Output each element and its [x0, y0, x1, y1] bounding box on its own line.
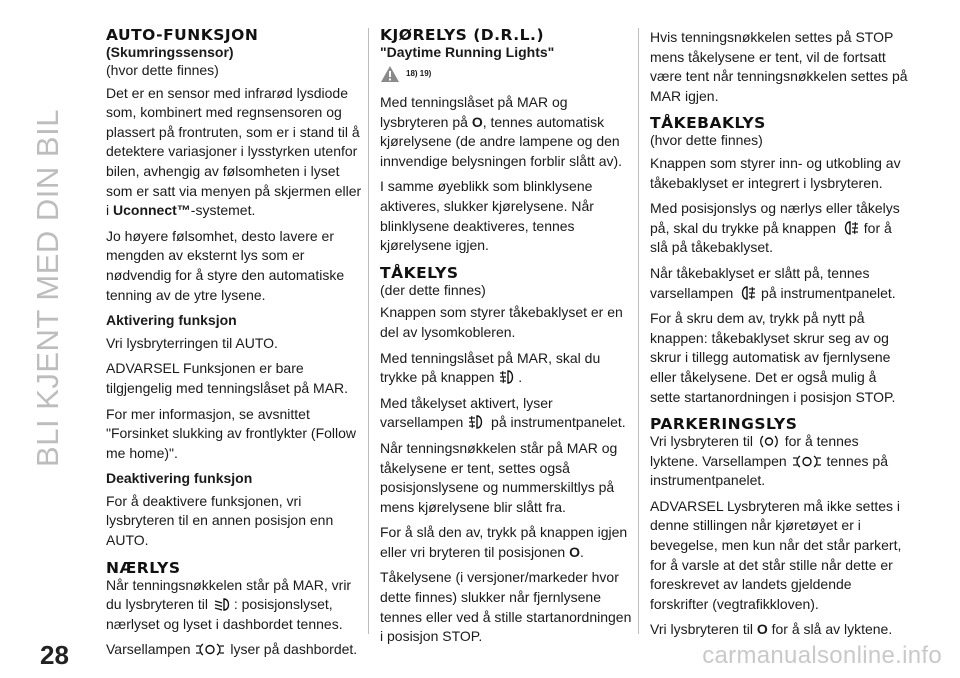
column-left — [106, 28, 364, 666]
section-title-naerlys: NÆRLYS — [106, 558, 181, 577]
column-right — [650, 28, 908, 646]
front-fog-light-icon — [468, 414, 486, 430]
paragraph: Vri lysbryteren til O for å slå av lyktene. — [650, 621, 893, 638]
paragraph: For å deaktivere funksjonen, vri lysbryteren til en annen posisjon enn AUTO. — [106, 492, 334, 549]
section-subtitle: "Daytime Running Lights" — [380, 44, 555, 60]
paragraph: Med posisjonslys og nærlys eller tåkelys på, skal du trykke på knappen for å slå på tåkebaklyset. — [650, 200, 900, 256]
paragraph: Vri lysbryterringen til AUTO. — [106, 334, 278, 351]
section-subtitle: (Skumringssensor) — [106, 44, 234, 60]
paragraph: Med tenningslåset på MAR, skal du trykke på knappen . — [380, 349, 601, 386]
paragraph: Når tenningsnøkkelen står på MAR og tåkelysene er tent, settes også posisjonslysene og nummerskiltlys på mens kjørelysene blir slått fra. — [380, 439, 618, 515]
paragraph: Det er en sensor med infrarød lysdiode som, kombinert med regnsensoren og plassert på frontruten, som er i stand til å detektere variasjoner i lysstyrken utenfor bilen, avhengig av følsomheten i lyset som er satt via menyen på skjermen eller i Uconnect™-systemet. — [106, 84, 362, 219]
position-lights-icon — [792, 454, 822, 469]
position-lights-icon — [195, 642, 225, 657]
section-title-takelys: TÅKELYS — [380, 263, 459, 282]
rear-fog-light-icon — [841, 220, 859, 236]
paragraph: For mer informasjon, se avsnittet "Forsinket slukking av frontlykter (Follow me home)". — [106, 405, 357, 461]
subheading-deactivation: Deaktivering funksjon — [106, 470, 253, 487]
warning-reference — [380, 65, 638, 87]
warning-triangle-icon — [380, 65, 400, 83]
paragraph: Varsellampen lyser på dashbordet. — [106, 641, 358, 658]
paragraph: ADVARSEL Funksjonen er bare tilgjengelig med tenningslåset på MAR. — [106, 360, 349, 396]
paragraph: Knappen som styrer tåkebaklyset er en del av lysomkobleren. — [380, 304, 623, 340]
section-title-takebaklys: TÅKEBAKLYS — [650, 114, 766, 133]
page-number: 28 — [40, 640, 69, 670]
paragraph: Når tenningsnøkkelen står på MAR, vrir du lysbryteren til : posisjonslyset, nærlyset og lyset i dashbordet tennes. — [106, 576, 352, 632]
paragraph: ADVARSEL Lysbryteren må ikke settes i denne stillingen når kjøretøyet er i bevegelse, men kun når det står parkert, for å varsle at det står stille når dette er foreskrevet av landets gjeldende forskrifter (vegtrafikkloven). — [650, 497, 902, 612]
column-middle — [380, 28, 638, 653]
subheading-activation: Aktivering funksjon — [106, 312, 237, 329]
column-divider — [368, 28, 369, 634]
warning-refs: 18) 19) — [406, 69, 432, 78]
paragraph: Når tåkebaklyset er slått på, tennes varsellampen på instrumentpanelet. — [650, 264, 896, 301]
dipped-beam-icon — [213, 597, 233, 612]
paragraph: Knappen som styrer inn- og utkobling av tåkebaklyset er integrert i lysbryteren. — [650, 154, 901, 191]
side-section-label — [22, 28, 74, 548]
paragraph: For å slå den av, trykk på knappen igjen eller vri bryteren til posisjonen O. — [380, 524, 628, 560]
paragraph: I samme øyeblikk som blinklysene aktiveres, slukker kjørelysene. Når blinklysene deaktiveres, tennes kjørelysene igjen. — [380, 178, 594, 254]
watermark: carmanualsonline.info — [702, 642, 942, 669]
paragraph: Med tenningslåset på MAR og lysbryteren på O, tennes automatisk kjørelysene (de andre lampene og den innvendige belysningen forblir slått av). — [380, 94, 623, 169]
section-title-auto: AUTO-FUNKSJON — [106, 26, 259, 44]
paragraph: Jo høyere følsomhet, desto lavere er mengden av eksternt lys som er nødvendig for å styre den automatiske tenning av de ytre lysene. — [106, 227, 345, 303]
column-divider — [638, 28, 639, 634]
side-label-text: BLI KJENT MED DIN BIL — [30, 109, 65, 467]
section-title-parkeringslys: PARKERINGSLYS — [650, 415, 798, 434]
paragraph: Hvis tenningsnøkkelen settes på STOP mens tåkelysene er tent, vil de fortsatt være tent når tenningsnøkkelen settes på MAR igjen. — [650, 29, 908, 104]
front-fog-light-icon — [499, 369, 517, 385]
availability-note: (hvor dette finnes) — [106, 62, 219, 78]
availability-note: (hvor dette finnes) — [650, 132, 763, 149]
rear-fog-light-icon — [738, 285, 756, 301]
paragraph: For å skru dem av, trykk på nytt på knappen: tåkebaklyset skrur seg av og skrur i tillegg automatisk av fjernlysene eller tåkelysene. Det er også mulig å sette startanordningen i posisjon STOP. — [650, 310, 896, 405]
section-title-drl: KJØRELYS (D.R.L.) — [380, 26, 545, 44]
paragraph: Vri lysbryteren til for å tennes lyktene. Varsellampen tennes på instrumentpanelet. — [650, 433, 888, 489]
availability-note: (der dette finnes) — [380, 281, 486, 298]
paragraph: Med tåkelyset aktivert, lyser varsellampen på instrumentpanelet. — [380, 394, 626, 431]
parking-lights-icon — [758, 434, 780, 449]
paragraph: Tåkelysene (i versjoner/markeder hvor dette finnes) slukker når fjernlysene tennes eller ved å stille startanordningen i posisjon STOP. — [380, 569, 632, 645]
